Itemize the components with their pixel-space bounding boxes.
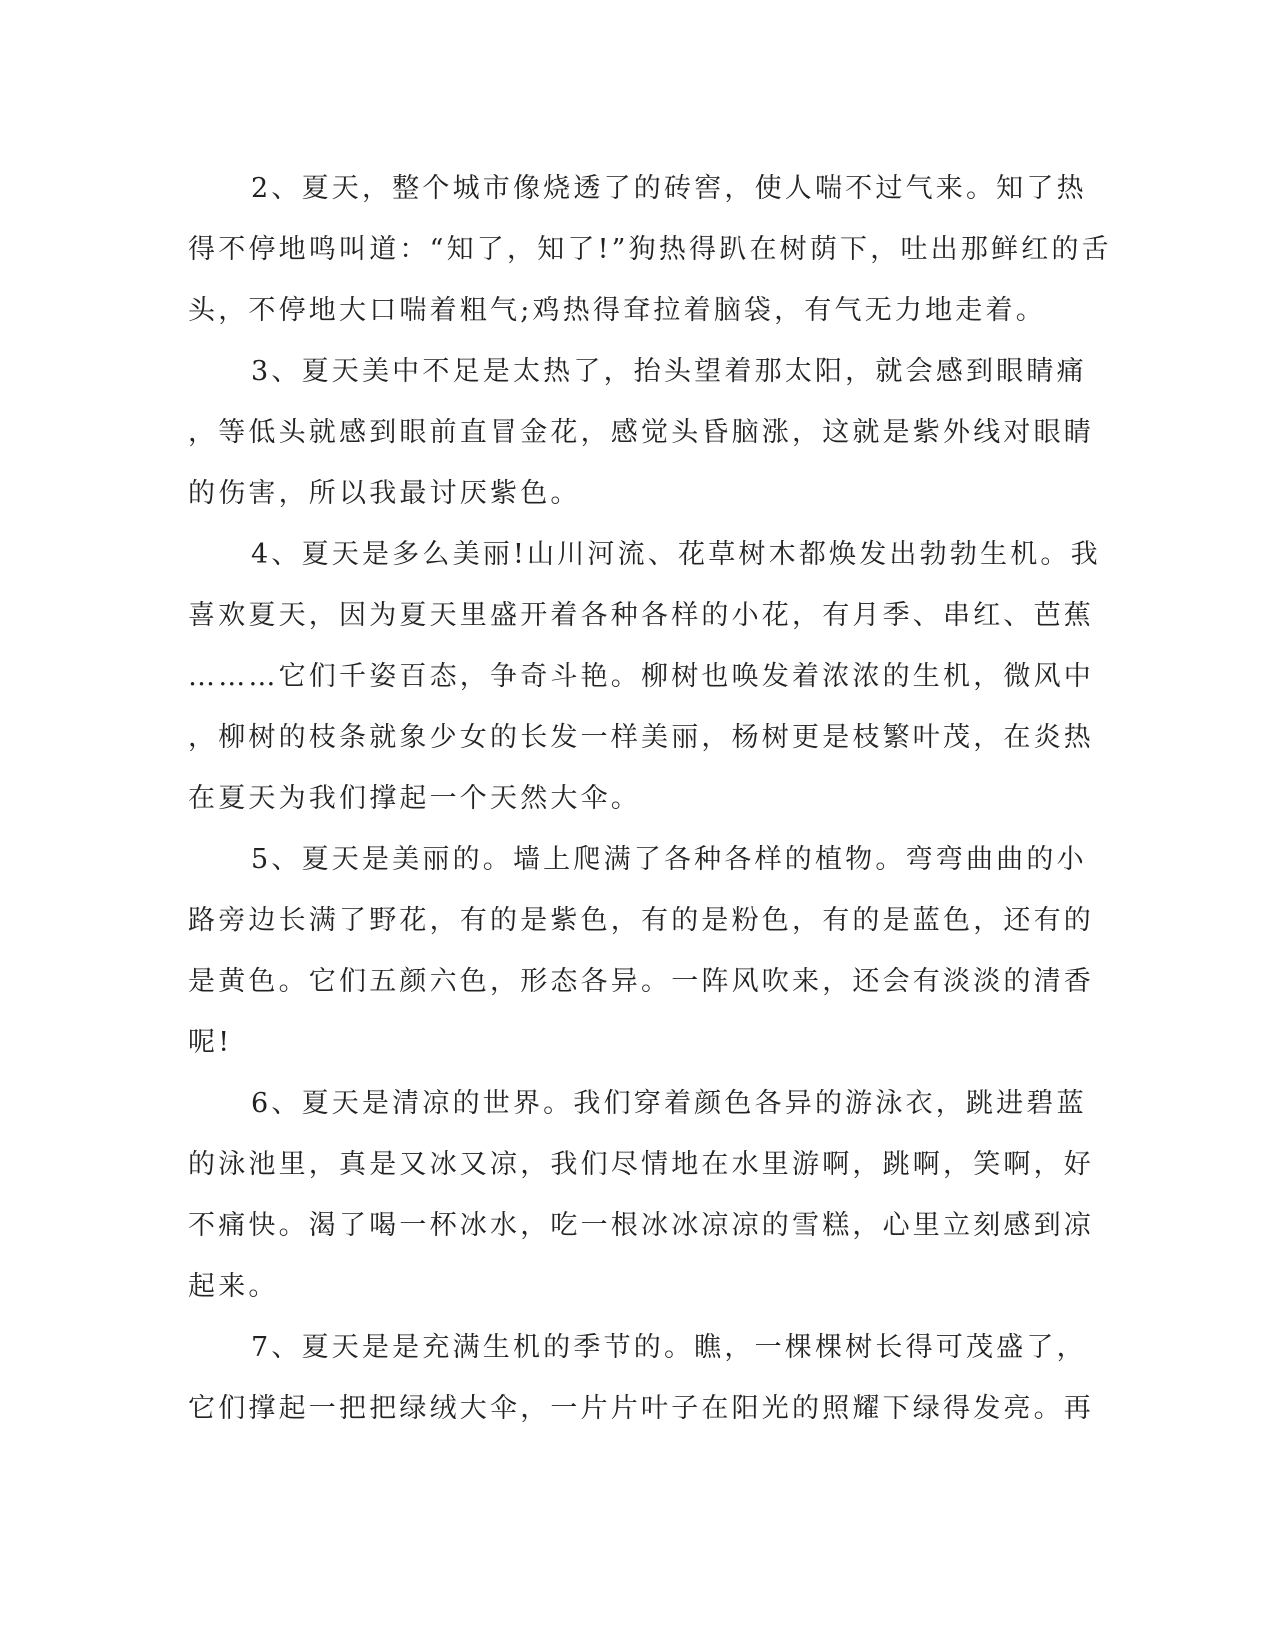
paragraph-4-line-3: ………它们千姿百态，争奇斗艳。柳树也唤发着浓浓的生机，微风中 — [188, 661, 1094, 692]
paragraph-4-line-2: 喜欢夏天，因为夏天里盛开着各种各样的小花，有月季、串红、芭蕉 — [188, 600, 1094, 631]
paragraph-4-line-4: ，柳树的枝条就象少女的长发一样美丽，杨树更是枝繁叶茂，在炎热 — [188, 722, 1094, 753]
paragraph-4-line-1: 4、夏天是多么美丽!山川河流、花草树木都焕发出勃勃生机。我 — [251, 539, 1101, 570]
paragraph-4-line-5: 在夏天为我们撑起一个天然大伞。 — [188, 783, 641, 814]
document-body — [188, 158, 1112, 1439]
paragraph-2-line-2: 得不停地鸣叫道：“知了，知了!”狗热得趴在树荫下，吐出那鲜红的舌 — [188, 234, 1112, 265]
paragraph-5-line-4: 呢! — [188, 1027, 233, 1058]
paragraph-7-line-2: 它们撑起一把把绿绒大伞，一片片叶子在阳光的照耀下绿得发亮。再 — [188, 1393, 1094, 1424]
paragraph-2-line-1: 2、夏天，整个城市像烧透了的砖窖，使人喘不过气来。知了热 — [251, 173, 1087, 204]
paragraph-5-line-2: 路旁边长满了野花，有的是紫色，有的是粉色，有的是蓝色，还有的 — [188, 905, 1094, 936]
paragraph-6-line-1: 6、夏天是清凉的世界。我们穿着颜色各异的游泳衣，跳进碧蓝 — [251, 1088, 1087, 1119]
paragraph-2-line-3: 头，不停地大口喘着粗气;鸡热得耷拉着脑袋，有气无力地走着。 — [188, 295, 1046, 326]
paragraph-7-line-1: 7、夏天是是充满生机的季节的。瞧，一棵棵树长得可茂盛了， — [251, 1332, 1087, 1363]
paragraph-5-line-1: 5、夏天是美丽的。墙上爬满了各种各样的植物。弯弯曲曲的小 — [251, 844, 1087, 875]
paragraph-3-line-1: 3、夏天美中不足是太热了，抬头望着那太阳，就会感到眼睛痛 — [251, 356, 1087, 387]
paragraph-6-line-3: 不痛快。渴了喝一杯冰水，吃一根冰冰凉凉的雪糕，心里立刻感到凉 — [188, 1210, 1094, 1241]
paragraph-3-line-3: 的伤害，所以我最讨厌紫色。 — [188, 478, 581, 509]
paragraph-6-line-4: 起来。 — [188, 1271, 279, 1302]
paragraph-5-line-3: 是黄色。它们五颜六色，形态各异。一阵风吹来，还会有淡淡的清香 — [188, 966, 1094, 997]
paragraph-6-line-2: 的泳池里，真是又冰又凉，我们尽情地在水里游啊，跳啊，笑啊，好 — [188, 1149, 1094, 1180]
paragraph-3-line-2: ，等低头就感到眼前直冒金花，感觉头昏脑涨，这就是紫外线对眼睛 — [188, 417, 1094, 448]
